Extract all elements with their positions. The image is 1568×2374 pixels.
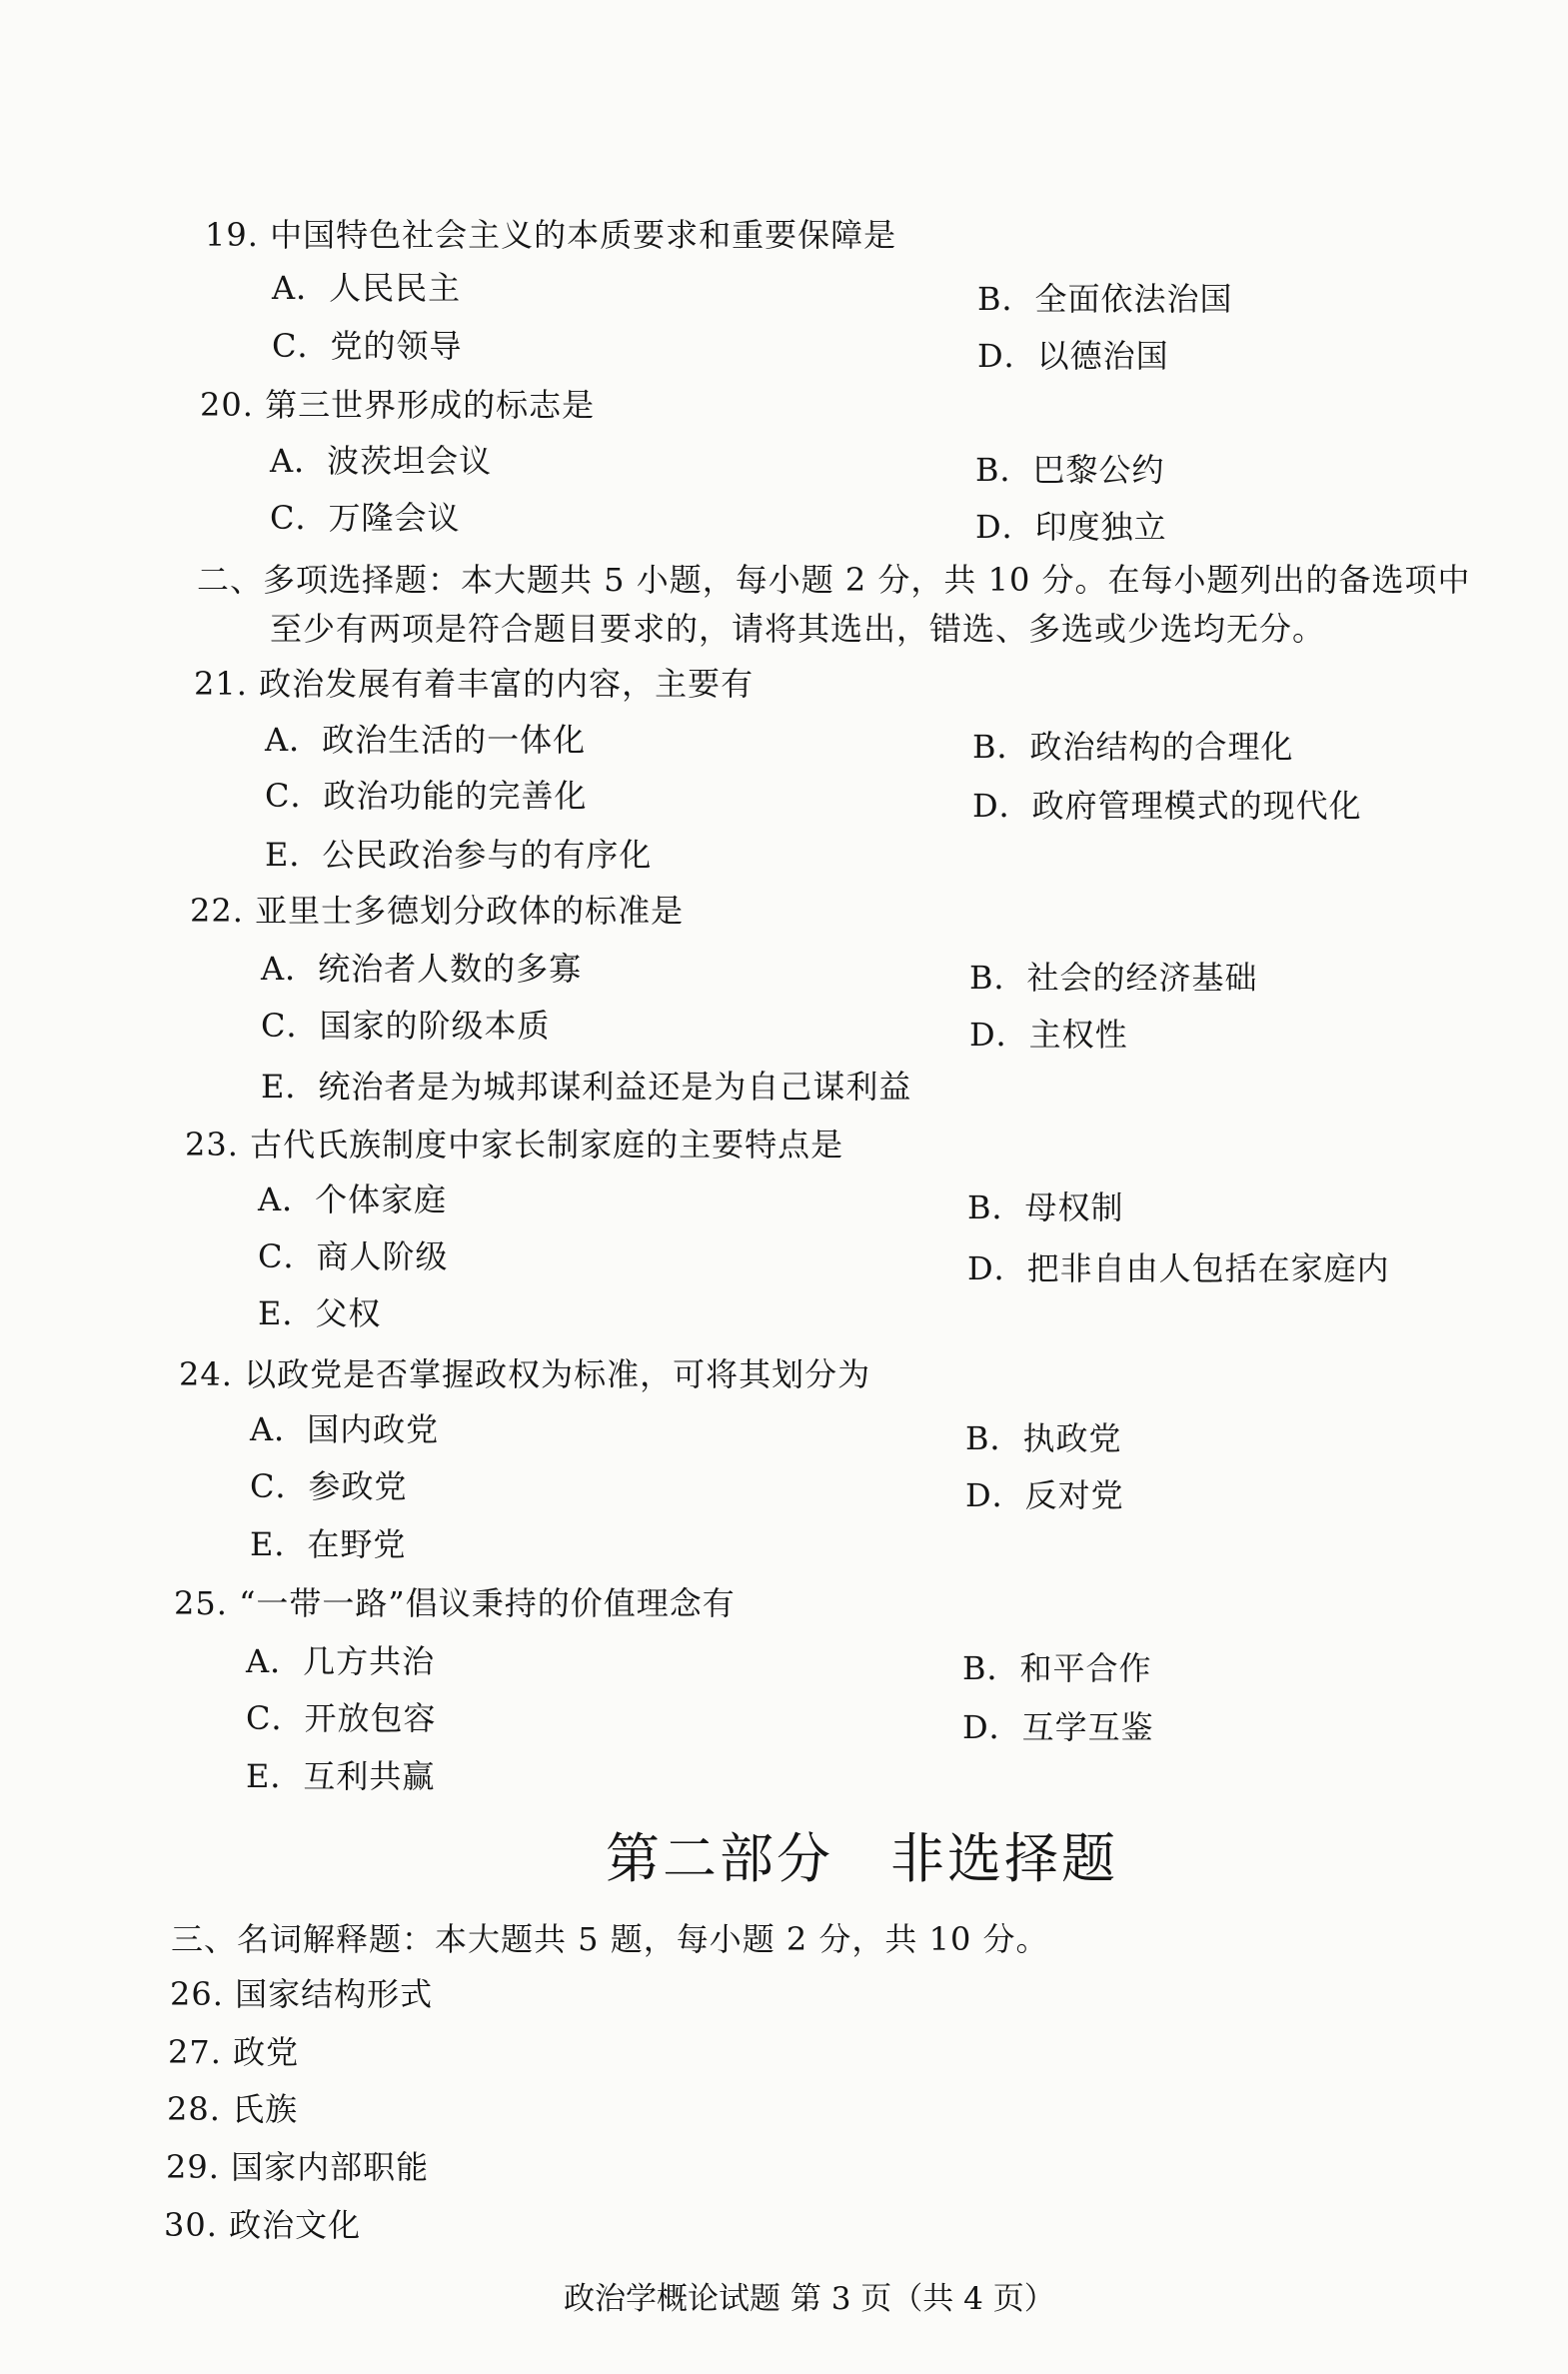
part-2-heading: 第二部分 非选择题: [606, 1827, 1118, 1890]
term-item: 26. 国家结构形式: [170, 1975, 434, 2013]
option-a: A．个体家庭: [258, 1181, 448, 1218]
question-stem: 22. 亚里士多德划分政体的标准是: [190, 892, 685, 930]
option-e: E．公民政治参与的有序化: [265, 836, 653, 874]
section-3-instructions: 三、名词解释题：本大题共 5 题，每小题 2 分，共 10 分。: [171, 1920, 1049, 1958]
section-2-instructions: 二、多项选择题：本大题共 5 小题，每小题 2 分，共 10 分。在每小题列出的备选项中: [197, 561, 1471, 599]
option-d: D．主权性: [969, 1016, 1128, 1054]
option-c: C．商人阶级: [258, 1237, 449, 1275]
option-a: A．政治生活的一体化: [265, 721, 587, 759]
option-d: D．以德治国: [977, 337, 1169, 375]
option-a: A．国内政党: [250, 1410, 440, 1448]
term-item: 29. 国家内部职能: [166, 2148, 430, 2186]
option-c: C．开放包容: [246, 1699, 437, 1737]
option-b: B．母权制: [967, 1188, 1124, 1226]
option-a: A．人民民主: [272, 269, 462, 307]
section-2-instructions-cont: 至少有两项是符合题目要求的，请将其选出，错选、多选或少选均无分。: [270, 610, 1326, 648]
option-d: D．政府管理模式的现代化: [972, 787, 1362, 825]
term-item: 30. 政治文化: [164, 2206, 362, 2244]
option-c: C．万隆会议: [270, 499, 461, 537]
option-b: B．执政党: [965, 1419, 1122, 1457]
option-d: D．把非自由人包括在家庭内: [967, 1249, 1390, 1287]
question-stem: 25. “一带一路”倡议秉持的价值理念有: [174, 1584, 736, 1622]
option-d: D．印度独立: [975, 508, 1167, 546]
option-d: D．互学互鉴: [962, 1708, 1154, 1746]
question-stem: 19. 中国特色社会主义的本质要求和重要保障是: [205, 216, 897, 254]
option-b: B．巴黎公约: [975, 451, 1165, 489]
option-c: C．党的领导: [272, 327, 463, 365]
option-c: C．国家的阶级本质: [261, 1007, 551, 1045]
option-e: E．父权: [258, 1294, 382, 1332]
option-b: B．政治结构的合理化: [972, 728, 1294, 766]
question-stem: 21. 政治发展有着丰富的内容，主要有: [194, 665, 755, 703]
page-footer: 政治学概论试题 第 3 页（共 4 页）: [564, 2281, 1055, 2317]
option-a: A．几方共治: [246, 1642, 436, 1680]
option-e: E．互利共赢: [246, 1757, 436, 1795]
option-e: E．在野党: [250, 1525, 407, 1563]
option-b: B．和平合作: [962, 1649, 1152, 1687]
term-item: 28. 氏族: [167, 2090, 299, 2128]
question-stem: 24. 以政党是否掌握政权为标准，可将其划分为: [179, 1355, 871, 1393]
option-c: C．政治功能的完善化: [265, 777, 588, 815]
option-a: A．波茨坦会议: [270, 442, 493, 480]
option-b: B．社会的经济基础: [969, 959, 1258, 997]
option-e: E．统治者是为城邦谋利益还是为自己谋利益: [261, 1068, 912, 1106]
option-c: C．参政党: [250, 1467, 408, 1505]
option-a: A．统治者人数的多寡: [261, 950, 583, 988]
term-item: 27. 政党: [168, 2033, 300, 2071]
question-stem: 23. 古代氏族制度中家长制家庭的主要特点是: [185, 1126, 844, 1164]
option-b: B．全面依法治国: [977, 280, 1233, 318]
option-d: D．反对党: [965, 1476, 1124, 1514]
question-stem: 20. 第三世界形成的标志是: [200, 386, 596, 424]
